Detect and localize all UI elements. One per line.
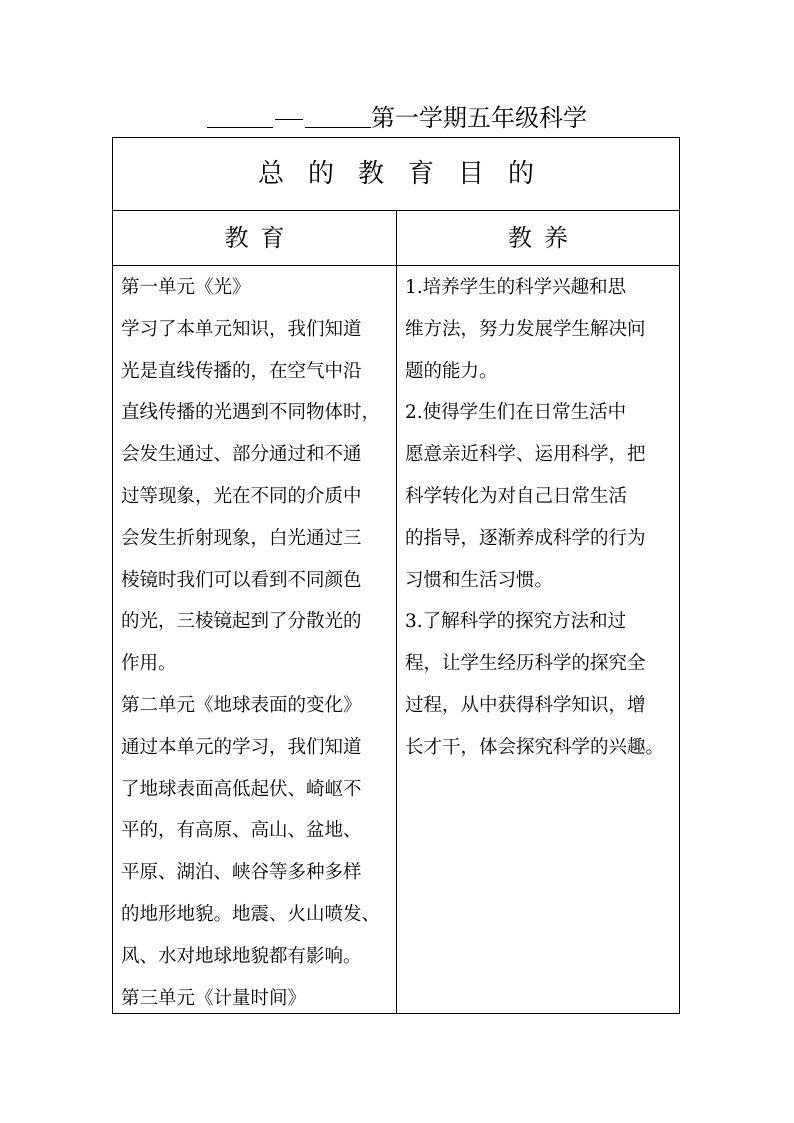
cultivation-line: 愿意亲近科学、运用科学，把	[405, 444, 646, 466]
education-line: 过等现象，光在不同的介质中	[121, 485, 362, 507]
cultivation-line: 的指导，逐渐养成科学的行为	[405, 527, 646, 549]
page-title	[0, 100, 794, 140]
cultivation-line: 习惯和生活习惯。	[405, 569, 554, 591]
year-end-blank	[305, 101, 371, 128]
goals-table	[112, 137, 680, 1014]
education-line: 平的，有高原、高山、盆地、	[121, 820, 362, 842]
education-line: 了地球表面高低起伏、崎岖不	[121, 778, 362, 800]
education-line: 平原、湖泊、峡谷等多种多样	[121, 862, 362, 884]
education-line: 的光，三棱镜起到了分散光的	[121, 611, 362, 633]
cultivation-content	[397, 266, 679, 1013]
cultivation-line: 长才干，体会探究科学的兴趣。	[405, 736, 665, 758]
cultivation-line: 过程，从中获得科学知识，增	[405, 694, 646, 716]
education-line: 光是直线传播的，在空气中沿	[121, 360, 362, 382]
education-line: 第二单元《地球表面的变化》	[121, 694, 362, 716]
education-line: 棱镜时我们可以看到不同颜色	[121, 569, 362, 591]
cultivation-line: 科学转化为对自己日常生活	[405, 485, 628, 507]
cultivation-line: 1.培养学生的科学兴趣和思	[405, 277, 627, 298]
education-line: 直线传播的光遇到不同物体时，	[121, 402, 381, 424]
cultivation-line: 2.使得学生们在日常生活中	[405, 402, 627, 424]
title-text: 第一学期五年级科学	[371, 104, 587, 132]
education-line: 学习了本单元知识，我们知道	[121, 318, 362, 340]
table-heading: 总的教育目的	[113, 138, 679, 211]
education-line: 会发生通过、部分通过和不通	[121, 444, 362, 466]
column-header-education: 教育	[113, 211, 397, 266]
education-line: 通过本单元的学习，我们知道	[121, 736, 362, 758]
education-line: 第一单元《光》	[121, 277, 251, 298]
cultivation-line: 3.了解科学的探究方法和过	[405, 611, 627, 633]
education-line: 的地形地貌。地震、火山喷发、	[121, 903, 381, 925]
education-line: 会发生折射现象，白光通过三	[121, 527, 362, 549]
education-line: 风、水对地球地貌都有影响。	[121, 945, 362, 967]
column-header-cultivation: 教养	[397, 211, 679, 266]
cultivation-line: 程，让学生经历科学的探究全	[405, 653, 646, 675]
year-start-blank	[207, 101, 273, 128]
education-line: 作用。	[121, 653, 177, 675]
cultivation-line: 维方法，努力发展学生解决问	[405, 318, 646, 340]
education-content	[113, 266, 397, 1013]
cultivation-line: 题的能力。	[405, 360, 498, 382]
education-line: 第三单元《计量时间》	[121, 987, 307, 1009]
year-separator-dash	[275, 105, 303, 120]
